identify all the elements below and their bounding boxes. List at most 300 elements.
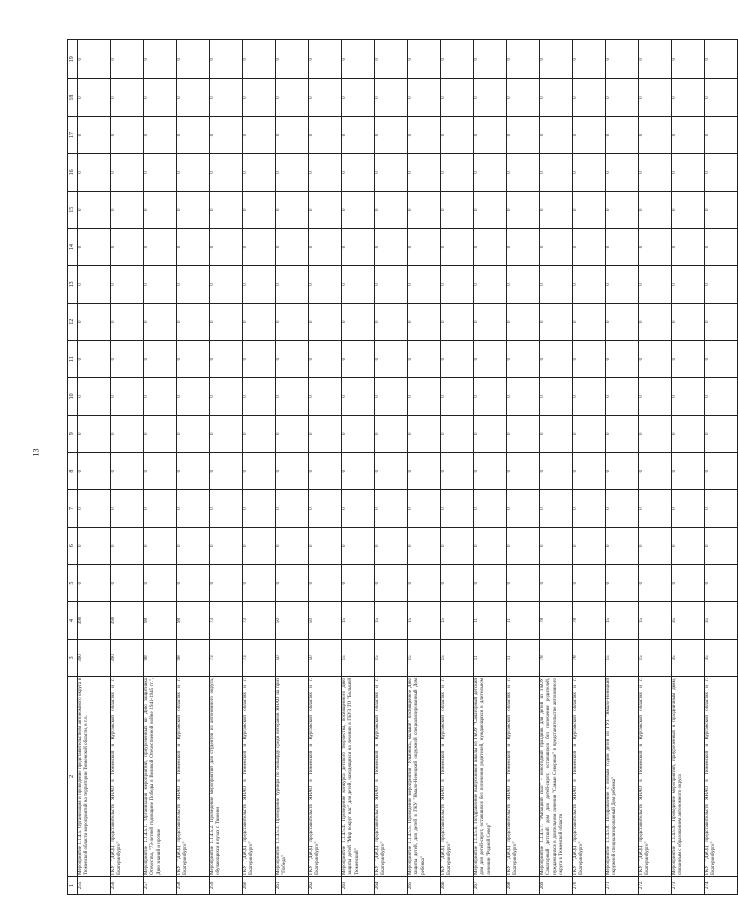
value-cell: 0 — [276, 116, 309, 153]
value-cell: 0 — [639, 303, 672, 340]
value-cell: 0 — [276, 564, 309, 601]
value-cell: 0 — [309, 266, 342, 303]
value-cell: 0 — [672, 527, 705, 564]
value-cell: 0 — [210, 116, 243, 153]
value-cell: 0 — [441, 527, 474, 564]
value-cell: 0 — [672, 564, 705, 601]
value-cell: 0 — [144, 378, 177, 415]
value-cell: 0 — [177, 40, 210, 79]
table-row — [672, 40, 705, 895]
row-number: 273 — [672, 876, 705, 894]
value-cell: 0 — [111, 116, 144, 153]
value-cell: 0 — [78, 191, 111, 228]
table-row — [606, 40, 639, 895]
value-cell: 0 — [243, 266, 276, 303]
column-header: 9 — [68, 415, 78, 452]
value-cell: 0 — [507, 266, 540, 303]
value-cell: 0 — [78, 303, 111, 340]
value-cell: 0 — [507, 415, 540, 452]
value-cell: 0 — [78, 415, 111, 452]
value-cell: 50 — [276, 602, 309, 639]
value-cell: 73 — [210, 639, 243, 676]
value-cell: 0 — [210, 191, 243, 228]
value-cell: 0 — [309, 452, 342, 489]
value-cell: 390 — [111, 639, 144, 676]
value-cell: 0 — [309, 415, 342, 452]
table-row — [276, 40, 309, 895]
value-cell: 0 — [342, 40, 375, 79]
value-cell: 0 — [243, 452, 276, 489]
value-cell: 0 — [540, 116, 573, 153]
column-header: 4 — [68, 602, 78, 639]
value-cell: 0 — [177, 303, 210, 340]
column-header: 12 — [68, 303, 78, 340]
value-cell: 0 — [243, 490, 276, 527]
value-cell: 0 — [441, 378, 474, 415]
value-cell: 0 — [342, 564, 375, 601]
value-cell: 0 — [276, 340, 309, 377]
value-cell: 0 — [78, 340, 111, 377]
value-cell: 0 — [573, 527, 606, 564]
value-cell: 0 — [309, 527, 342, 564]
row-description: ГКУ "ДиОД представительств ЯНАО в Тюменской и Курганской областях и г. Екатеринбурге" — [177, 676, 210, 876]
row-number: 265 — [408, 876, 441, 894]
value-cell: 0 — [540, 564, 573, 601]
column-header: 10 — [68, 378, 78, 415]
value-cell: 0 — [441, 564, 474, 601]
value-cell: 15 — [408, 639, 441, 676]
table-row — [342, 40, 375, 895]
value-cell: 0 — [210, 527, 243, 564]
value-cell: 0 — [507, 527, 540, 564]
value-cell: 0 — [78, 527, 111, 564]
column-header: 2 — [68, 676, 78, 876]
row-number: 255 — [78, 876, 111, 894]
value-cell: 0 — [441, 303, 474, 340]
value-cell: 0 — [639, 79, 672, 116]
value-cell: 0 — [540, 378, 573, 415]
value-cell: 0 — [507, 228, 540, 265]
row-number: 257 — [144, 876, 177, 894]
value-cell: 0 — [474, 79, 507, 116]
value-cell: 78 — [573, 639, 606, 676]
value-cell: 0 — [705, 228, 738, 265]
value-cell: 0 — [639, 340, 672, 377]
table-row — [144, 40, 177, 895]
value-cell: 0 — [111, 154, 144, 191]
value-cell: 0 — [276, 303, 309, 340]
value-cell: 0 — [177, 564, 210, 601]
value-cell: 0 — [78, 564, 111, 601]
value-cell: 0 — [111, 564, 144, 601]
value-cell: 0 — [342, 228, 375, 265]
value-cell: 0 — [177, 527, 210, 564]
value-cell: 0 — [243, 340, 276, 377]
value-cell: 0 — [573, 303, 606, 340]
value-cell: 0 — [606, 40, 639, 79]
value-cell: 0 — [375, 228, 408, 265]
value-cell: 11 — [507, 639, 540, 676]
value-cell: 0 — [210, 564, 243, 601]
value-cell: 0 — [210, 303, 243, 340]
value-cell: 50 — [309, 602, 342, 639]
value-cell: 0 — [408, 527, 441, 564]
value-cell: 0 — [342, 452, 375, 489]
value-cell: 0 — [639, 415, 672, 452]
value-cell: 0 — [639, 564, 672, 601]
row-description: Мероприятие 1.1.4.5.8. Поздравление с Новым годом детей из ГУЗ "Ямало-Ненецкий окружной специализированный Дом ребенка" — [606, 676, 639, 876]
value-cell: 15 — [639, 602, 672, 639]
value-cell: 0 — [177, 116, 210, 153]
value-cell: 0 — [309, 154, 342, 191]
value-cell: 0 — [507, 79, 540, 116]
value-cell: 0 — [474, 564, 507, 601]
value-cell: 0 — [441, 154, 474, 191]
value-cell: 15 — [375, 602, 408, 639]
value-cell: 15 — [375, 639, 408, 676]
value-cell: 0 — [111, 228, 144, 265]
column-header: 14 — [68, 228, 78, 265]
value-cell: 15 — [441, 639, 474, 676]
value-cell: 0 — [639, 40, 672, 79]
value-cell: 0 — [573, 154, 606, 191]
value-cell: 0 — [375, 452, 408, 489]
value-cell: 0 — [672, 40, 705, 79]
value-cell: 0 — [309, 490, 342, 527]
value-cell: 0 — [375, 40, 408, 79]
value-cell: 0 — [639, 527, 672, 564]
column-header: 1 — [68, 876, 78, 894]
row-description: ГКУ "ДиОД представительств ЯНАО в Тюменской и Курганской областях и г. Екатеринбурге" — [111, 676, 144, 876]
value-cell: 0 — [243, 303, 276, 340]
value-cell: 0 — [210, 40, 243, 79]
table-row — [309, 40, 342, 895]
value-cell: 0 — [705, 266, 738, 303]
value-cell: 0 — [342, 303, 375, 340]
table-row — [243, 40, 276, 895]
value-cell: 0 — [78, 452, 111, 489]
row-number: 260 — [243, 876, 276, 894]
value-cell: 0 — [144, 527, 177, 564]
column-header: 7 — [68, 490, 78, 527]
value-cell: 0 — [672, 490, 705, 527]
table-row — [210, 40, 243, 895]
value-cell: 0 — [78, 266, 111, 303]
value-cell: 0 — [474, 378, 507, 415]
value-cell: 0 — [474, 154, 507, 191]
value-cell: 0 — [705, 79, 738, 116]
row-description: ГКУ "ДиОД представительств ЯНАО в Тюменской и Курганской областях и г. Екатеринбурге" — [309, 676, 342, 876]
value-cell: 0 — [342, 116, 375, 153]
value-cell: 11 — [507, 602, 540, 639]
value-cell: 0 — [474, 303, 507, 340]
value-cell: 0 — [144, 303, 177, 340]
value-cell: 0 — [573, 490, 606, 527]
value-cell: 0 — [441, 228, 474, 265]
value-cell: 0 — [639, 228, 672, 265]
value-cell: 0 — [243, 415, 276, 452]
value-cell: 0 — [210, 154, 243, 191]
value-cell: 0 — [408, 40, 441, 79]
value-cell: 0 — [606, 228, 639, 265]
value-cell: 0 — [474, 266, 507, 303]
row-description: ГКУ "ДиОД представительств ЯНАО в Тюменской и Курганской областях и г. Екатеринбурге" — [243, 676, 276, 876]
value-cell: 0 — [243, 228, 276, 265]
table-row — [639, 40, 672, 895]
value-cell: 0 — [78, 228, 111, 265]
value-cell: 0 — [342, 79, 375, 116]
value-cell: 0 — [111, 415, 144, 452]
value-cell: 0 — [78, 79, 111, 116]
value-cell: 0 — [540, 40, 573, 79]
row-number: 268 — [507, 876, 540, 894]
value-cell: 0 — [111, 40, 144, 79]
value-cell: 0 — [639, 154, 672, 191]
value-cell: 0 — [144, 340, 177, 377]
value-cell: 0 — [408, 266, 441, 303]
value-cell: 0 — [705, 340, 738, 377]
value-cell: 0 — [210, 266, 243, 303]
value-cell: 0 — [441, 266, 474, 303]
value-cell: 0 — [243, 154, 276, 191]
value-cell: 0 — [309, 564, 342, 601]
value-cell: 0 — [507, 303, 540, 340]
value-cell: 0 — [78, 40, 111, 79]
header-row — [68, 40, 78, 895]
row-number: 263 — [342, 876, 375, 894]
value-cell: 78 — [540, 639, 573, 676]
value-cell: 0 — [672, 378, 705, 415]
value-cell: 0 — [276, 191, 309, 228]
value-cell: 0 — [540, 452, 573, 489]
value-cell: 0 — [210, 228, 243, 265]
column-header: 5 — [68, 564, 78, 601]
value-cell: 0 — [408, 564, 441, 601]
value-cell: 0 — [606, 378, 639, 415]
value-cell: 0 — [705, 40, 738, 79]
value-cell: 0 — [540, 79, 573, 116]
value-cell: 0 — [342, 415, 375, 452]
column-header: 17 — [68, 116, 78, 153]
value-cell: 0 — [276, 79, 309, 116]
row-number: 266 — [441, 876, 474, 894]
value-cell: 0 — [210, 378, 243, 415]
value-cell: 0 — [606, 303, 639, 340]
value-cell: 0 — [375, 79, 408, 116]
value-cell: 0 — [705, 191, 738, 228]
value-cell: 0 — [375, 415, 408, 452]
value-cell: 0 — [441, 415, 474, 452]
value-cell: 0 — [243, 116, 276, 153]
value-cell: 0 — [507, 452, 540, 489]
value-cell: 0 — [177, 452, 210, 489]
value-cell: 0 — [441, 40, 474, 79]
value-cell: 0 — [144, 415, 177, 452]
value-cell: 0 — [111, 266, 144, 303]
value-cell: 0 — [177, 79, 210, 116]
value-cell: 0 — [144, 40, 177, 79]
value-cell: 0 — [243, 527, 276, 564]
value-cell: 15 — [342, 639, 375, 676]
value-cell: 0 — [540, 154, 573, 191]
value-cell: 0 — [441, 490, 474, 527]
value-cell: 0 — [606, 527, 639, 564]
row-description: ГКУ "ДиОД представительств ЯНАО в Тюменской и Курганской областях и г. Екатеринбурге" — [375, 676, 408, 876]
value-cell: 0 — [309, 116, 342, 153]
value-cell: 0 — [342, 266, 375, 303]
value-cell: 15 — [606, 639, 639, 676]
value-cell: 0 — [705, 452, 738, 489]
row-number: 270 — [573, 876, 606, 894]
value-cell: 0 — [276, 527, 309, 564]
value-cell: 78 — [540, 602, 573, 639]
value-cell: 0 — [507, 490, 540, 527]
table-row — [441, 40, 474, 895]
row-number: 264 — [375, 876, 408, 894]
value-cell: 0 — [639, 490, 672, 527]
value-cell: 0 — [705, 564, 738, 601]
value-cell: 0 — [441, 79, 474, 116]
value-cell: 0 — [705, 415, 738, 452]
value-cell: 0 — [540, 527, 573, 564]
value-cell: 0 — [111, 191, 144, 228]
value-cell: 98 — [177, 639, 210, 676]
row-number: 256 — [111, 876, 144, 894]
value-cell: 0 — [408, 303, 441, 340]
column-header: 19 — [68, 40, 78, 79]
value-cell: 0 — [672, 228, 705, 265]
value-cell: 35 — [672, 639, 705, 676]
column-header: 13 — [68, 266, 78, 303]
value-cell: 0 — [672, 452, 705, 489]
value-cell: 0 — [111, 340, 144, 377]
value-cell: 0 — [408, 154, 441, 191]
value-cell: 0 — [177, 154, 210, 191]
value-cell: 0 — [507, 116, 540, 153]
column-header: 11 — [68, 340, 78, 377]
value-cell: 0 — [408, 79, 441, 116]
table-row — [474, 40, 507, 895]
value-cell: 0 — [375, 527, 408, 564]
row-description: ГКУ "ДиОД представительств ЯНАО в Тюменской и Курганской областях и г. Екатеринбурге" — [705, 676, 738, 876]
column-header: 16 — [68, 154, 78, 191]
table-row — [705, 40, 738, 895]
row-description: Мероприятие 1.1.4.5.4. Проведение конкурса детского творчества, посвященного Дню защиты детей "Мир вокруг нас" для детей, находящихся на лечении в ГБУЗ ТО "Большой Тюменский" — [342, 676, 375, 876]
value-cell: 0 — [408, 490, 441, 527]
value-cell: 0 — [375, 191, 408, 228]
value-cell: 0 — [177, 340, 210, 377]
value-cell: 0 — [573, 340, 606, 377]
value-cell: 0 — [573, 228, 606, 265]
table-row — [507, 40, 540, 895]
value-cell: 0 — [144, 228, 177, 265]
value-cell: 0 — [639, 191, 672, 228]
value-cell: 0 — [375, 340, 408, 377]
value-cell: 0 — [639, 266, 672, 303]
value-cell: 0 — [375, 303, 408, 340]
value-cell: 0 — [243, 191, 276, 228]
value-cell: 0 — [672, 79, 705, 116]
value-cell: 0 — [375, 116, 408, 153]
value-cell: 35 — [705, 602, 738, 639]
value-cell: 0 — [672, 191, 705, 228]
value-cell: 0 — [672, 415, 705, 452]
value-cell: 0 — [111, 79, 144, 116]
value-cell: 0 — [78, 490, 111, 527]
row-number: 271 — [606, 876, 639, 894]
value-cell: 0 — [573, 266, 606, 303]
value-cell: 0 — [408, 116, 441, 153]
value-cell: 0 — [672, 116, 705, 153]
column-header: 3 — [68, 639, 78, 676]
value-cell: 0 — [705, 527, 738, 564]
row-description: ГКУ "ДиОД представительств ЯНАО в Тюменской и Курганской областях и г. Екатеринбурге" — [507, 676, 540, 876]
value-cell: 0 — [144, 490, 177, 527]
value-cell: 0 — [309, 40, 342, 79]
value-cell: 0 — [144, 266, 177, 303]
value-cell: 0 — [177, 228, 210, 265]
value-cell: 0 — [177, 490, 210, 527]
value-cell: 0 — [276, 378, 309, 415]
value-cell: 390 — [111, 602, 144, 639]
column-header: 18 — [68, 79, 78, 116]
row-description: ГКУ "ДиОД представительств ЯНАО в Тюменской и Курганской областях и г. Екатеринбурге" — [639, 676, 672, 876]
value-cell: 0 — [705, 378, 738, 415]
table-row — [177, 40, 210, 895]
row-number: 267 — [474, 876, 507, 894]
value-cell: 0 — [474, 40, 507, 79]
value-cell: 0 — [309, 191, 342, 228]
value-cell: 0 — [639, 452, 672, 489]
value-cell: 0 — [111, 303, 144, 340]
row-description: ГКУ "ДиОД представительств ЯНАО в Тюменской и Курганской областях и г. Екатеринбурге" — [441, 676, 474, 876]
value-cell: 0 — [606, 154, 639, 191]
value-cell: 0 — [243, 378, 276, 415]
table-row — [78, 40, 111, 895]
value-cell: 0 — [342, 378, 375, 415]
table-row — [111, 40, 144, 895]
value-cell: 0 — [540, 490, 573, 527]
value-cell: 0 — [441, 191, 474, 228]
value-cell: 0 — [507, 40, 540, 79]
value-cell: 0 — [573, 452, 606, 489]
value-cell: 0 — [573, 415, 606, 452]
table-row — [375, 40, 408, 895]
rotated-page — [67, 39, 717, 895]
value-cell: 0 — [573, 191, 606, 228]
value-cell: 0 — [243, 40, 276, 79]
value-cell: 0 — [441, 452, 474, 489]
value-cell: 0 — [507, 564, 540, 601]
value-cell: 0 — [243, 564, 276, 601]
value-cell: 73 — [210, 602, 243, 639]
value-cell: 0 — [276, 266, 309, 303]
value-cell: 0 — [210, 79, 243, 116]
column-header: 15 — [68, 191, 78, 228]
value-cell: 0 — [474, 340, 507, 377]
value-cell: 35 — [705, 639, 738, 676]
value-cell: 0 — [276, 228, 309, 265]
column-header: 6 — [68, 527, 78, 564]
value-cell: 0 — [210, 452, 243, 489]
value-cell: 0 — [606, 564, 639, 601]
value-cell: 0 — [474, 228, 507, 265]
value-cell: 0 — [144, 116, 177, 153]
value-cell: 0 — [540, 340, 573, 377]
value-cell: 0 — [342, 527, 375, 564]
value-cell: 0 — [540, 228, 573, 265]
value-cell: 11 — [474, 639, 507, 676]
